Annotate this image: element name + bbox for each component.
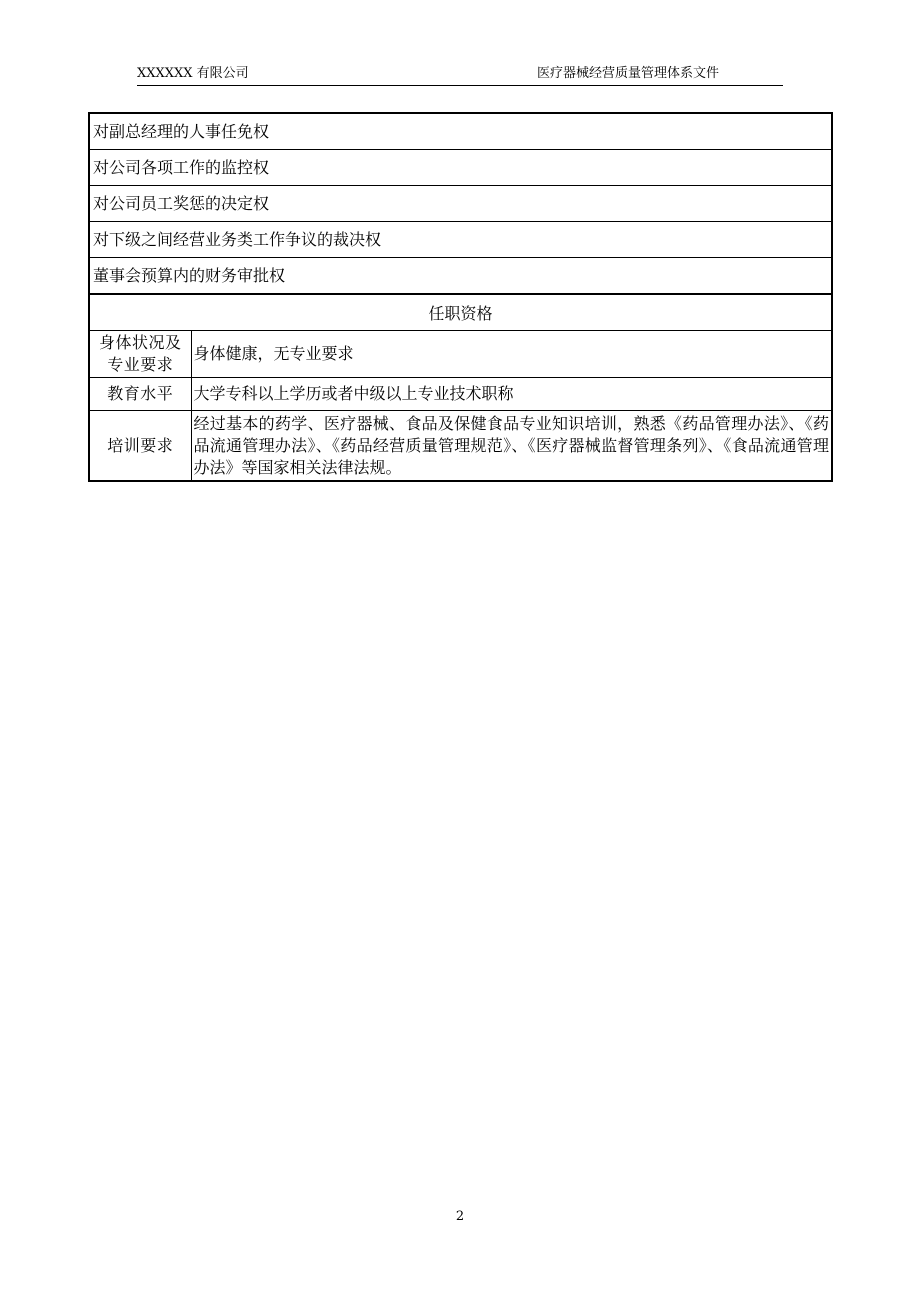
- section-title: 任职资格: [89, 294, 832, 331]
- authority-row: [89, 222, 832, 258]
- qualification-label: 身体状况及专业要求: [89, 331, 191, 378]
- authority-row: [89, 186, 832, 222]
- qualification-value: 身体健康，无专业要求: [191, 331, 832, 378]
- qualification-value: 经过基本的药学、医疗器械、食品及保健食品专业知识培训，熟悉《药品管理办法》、《药品流通管理办法》、《药品经营质量管理规范》、《医疗器械监督管理条列》、《食品流通管理办法》等国家相关法律法规。: [191, 411, 832, 482]
- page-header: [137, 64, 783, 86]
- page-number: 2: [455, 1209, 465, 1224]
- company-name: XXXXXX 有限公司: [137, 66, 249, 81]
- document-title: 医疗器械经营质量管理体系文件: [537, 66, 720, 81]
- authority-row: [89, 150, 832, 186]
- qualification-row: [89, 378, 832, 411]
- qualification-label: 教育水平: [89, 378, 191, 411]
- authority-row: [89, 113, 832, 150]
- authority-item: 对副总经理的人事任免权: [89, 113, 832, 150]
- qualification-row: [89, 411, 832, 482]
- authority-row: [89, 258, 832, 295]
- job-description-table: [88, 112, 833, 482]
- authority-item: 对公司员工奖惩的决定权: [89, 186, 832, 222]
- authority-item: 对公司各项工作的监控权: [89, 150, 832, 186]
- qualification-value: 大学专科以上学历或者中级以上专业技术职称: [191, 378, 832, 411]
- authority-item: 对下级之间经营业务类工作争议的裁决权: [89, 222, 832, 258]
- section-header-row: [89, 294, 832, 331]
- qualification-label: 培训要求: [89, 411, 191, 482]
- authority-item: 董事会预算内的财务审批权: [89, 258, 832, 295]
- qualification-row: [89, 331, 832, 378]
